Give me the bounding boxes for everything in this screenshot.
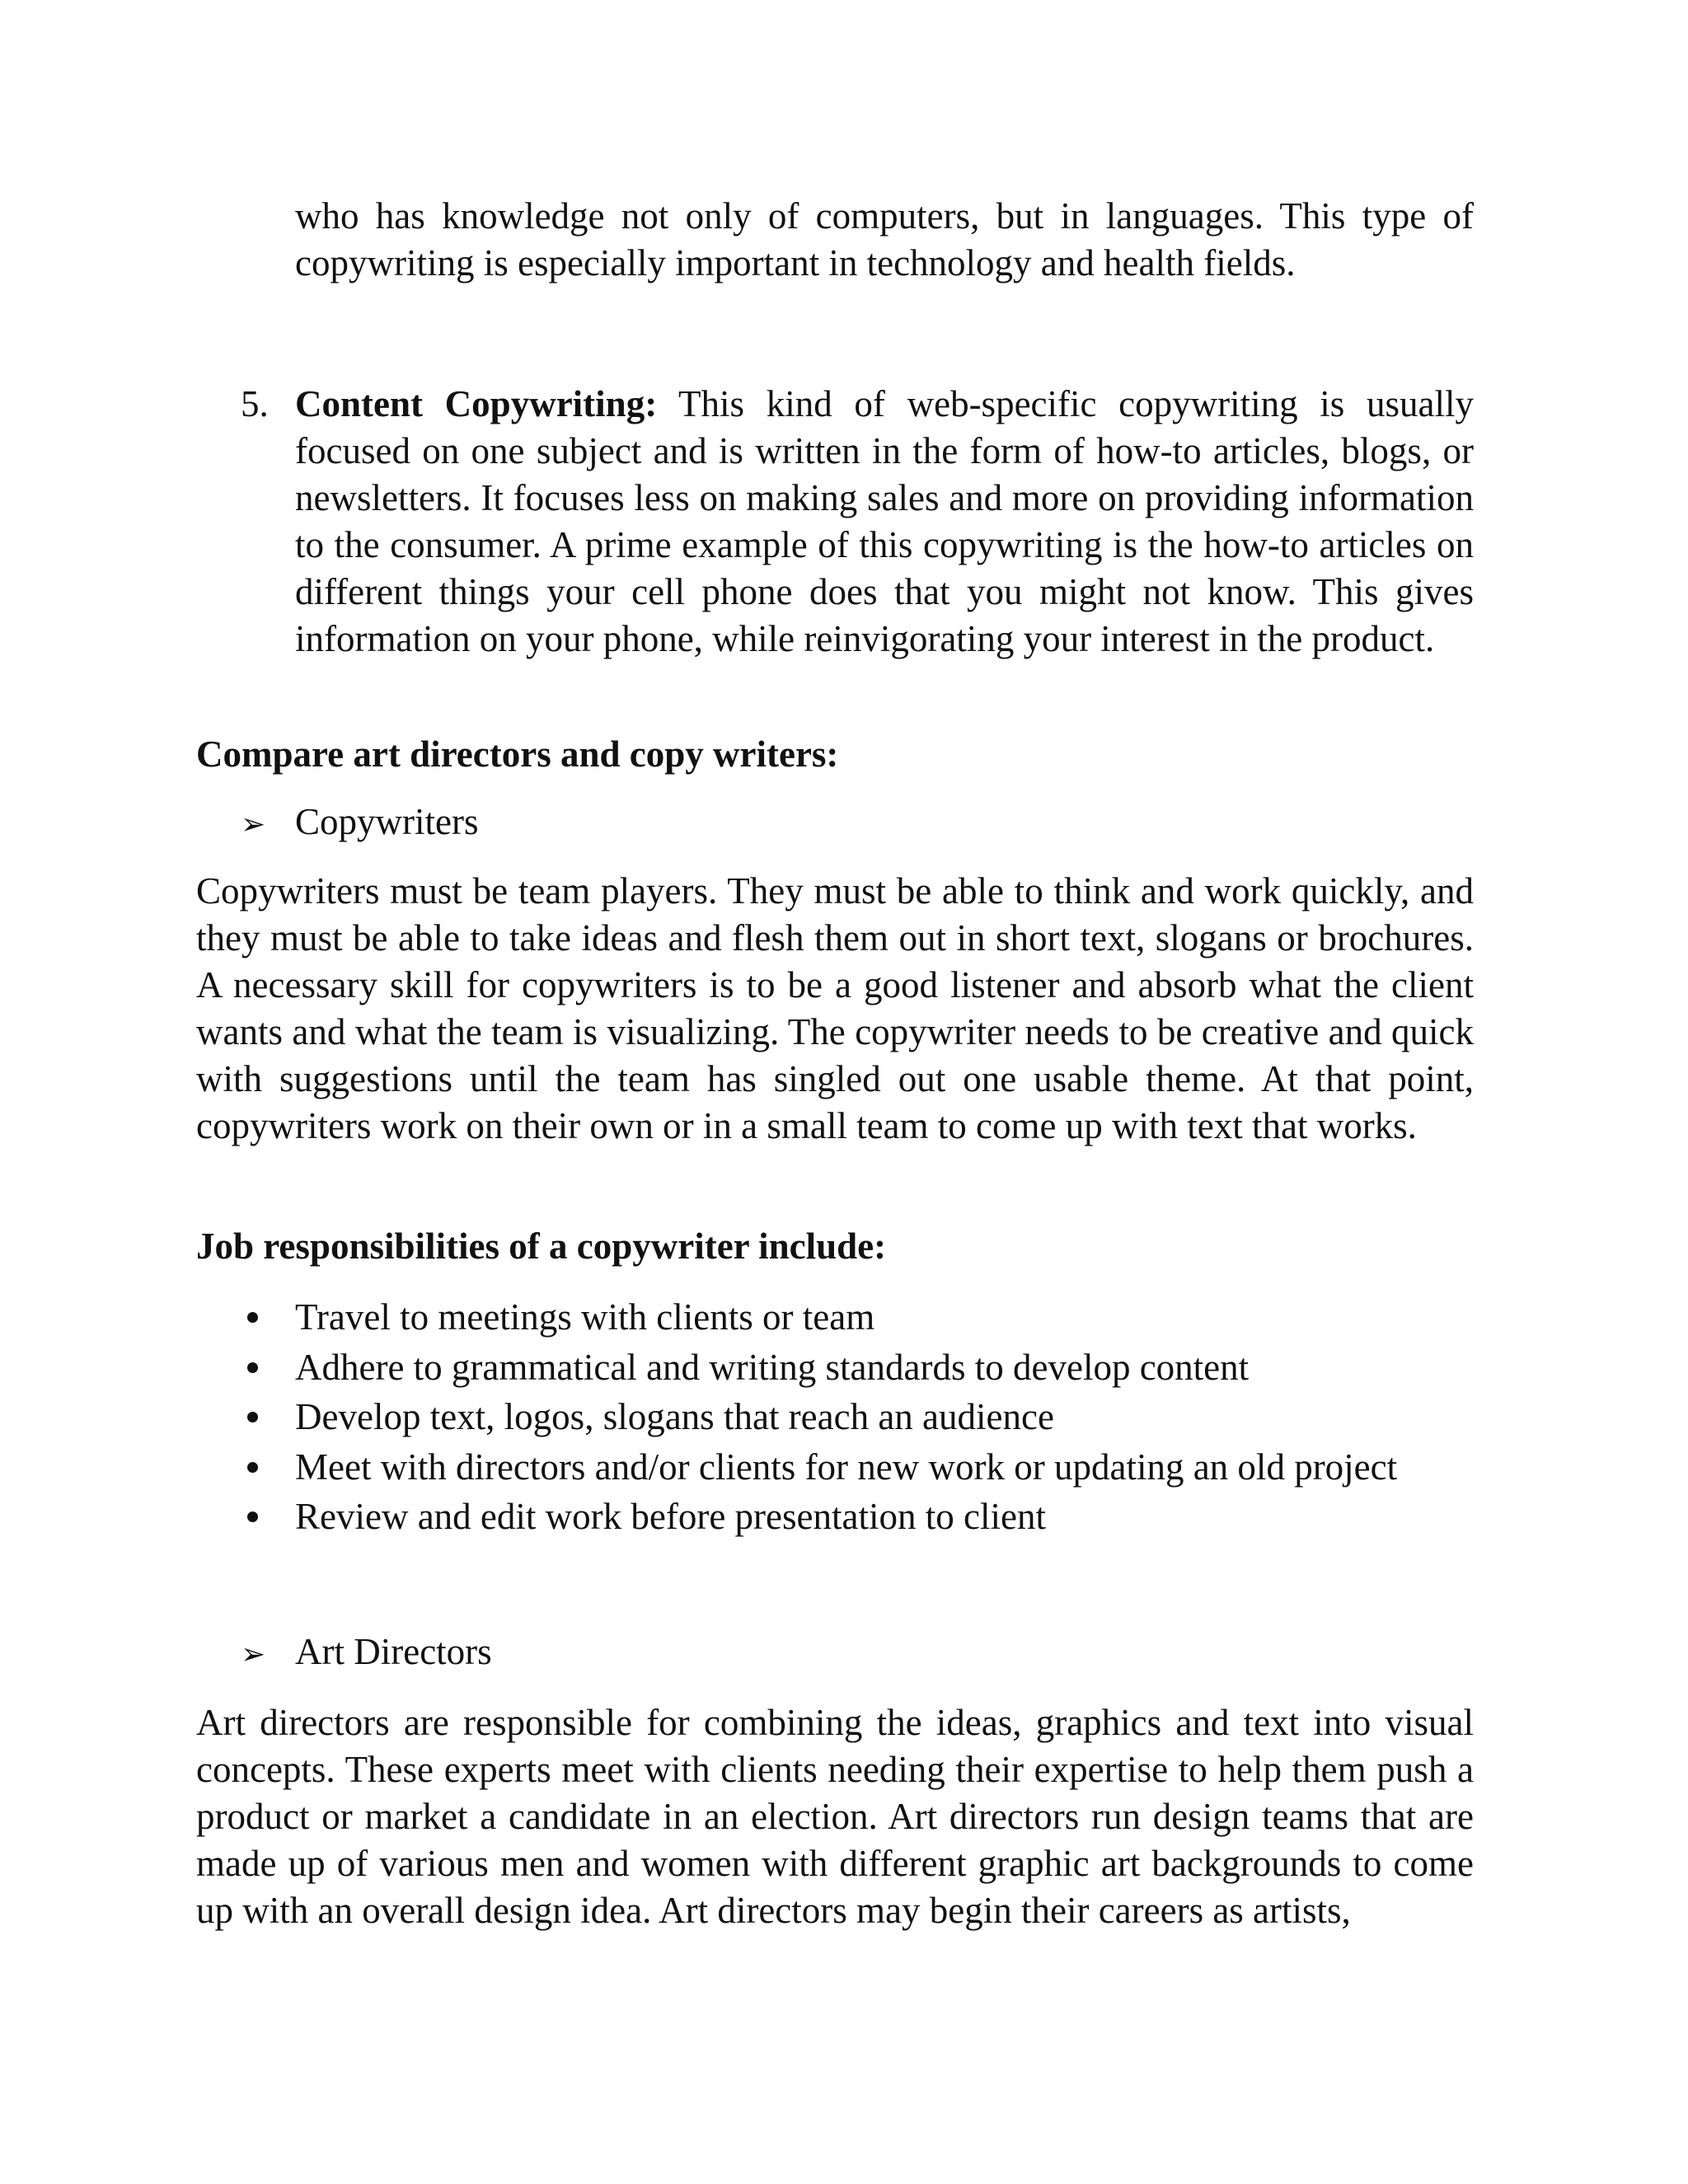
arrow-bullet-icon: ➢: [241, 1638, 266, 1671]
bullet-dot-icon: [247, 1362, 258, 1373]
copywriters-subheading: [241, 799, 478, 848]
item-number: 5.: [241, 383, 269, 424]
item-5-body: [295, 381, 1474, 663]
list-item-text: Meet with directors and/or clients for new work or updating an old project: [295, 1446, 1398, 1488]
continuation-paragraph: who has knowledge not only of computers, but in languages. This type of copywriting is especially important in technology and health fields.: [295, 195, 1474, 284]
list-item-text: Travel to meetings with clients or team: [295, 1296, 875, 1338]
list-item-text: Review and edit work before presentation to client: [295, 1496, 1046, 1537]
art-directors-label: Art Directors: [295, 1631, 492, 1672]
bullet-dot-icon: [247, 1412, 258, 1422]
responsibilities-list: [241, 1292, 1477, 1542]
list-item: [241, 1442, 1477, 1493]
list-item-text: Adhere to grammatical and writing standards to develop content: [295, 1346, 1250, 1388]
art-directors-paragraph: Art directors are responsible for combining the ideas, graphics and text into visual concepts. These experts meet with clients needing their expertise to help them push a product or market a candidate in an election. Art directors run design teams that are made up of various men and women with different graphic art backgrounds to come up with an overall design idea. Art directors may begin their careers as artists,: [196, 1702, 1474, 1931]
compare-heading: Compare art directors and copy writers:: [196, 733, 839, 775]
art-directors-subheading: [241, 1629, 492, 1678]
item-5-title: Content Copywriting:: [295, 383, 658, 424]
list-item: [241, 1492, 1477, 1542]
numbered-item-5: [241, 381, 1474, 663]
arrow-bullet-icon: ➢: [241, 808, 266, 841]
job-responsibilities-heading: Job responsibilities of a copywriter include:: [196, 1226, 887, 1267]
bullet-dot-icon: [247, 1462, 258, 1473]
list-item-text: Develop text, logos, slogans that reach an audience: [295, 1396, 1054, 1437]
copywriters-paragraph: Copywriters must be team players. They must be able to think and work quickly, and they must be able to take ideas and flesh them out in short text, slogans or brochures. A necessary skill for copywriters is to be a good listener and absorb what the client wants and what the team is visualizing. The copywriter needs to be creative and quick with suggestions until the team has singled out one usable theme. At that point, copywriters work on their own or in a small team to come up with text that works.: [196, 870, 1474, 1146]
item-5-text: This kind of web-specific copywriting is usually focused on one subject and is written in the form of how-to articles, blogs, or newsletters. It focuses less on making sales and more on providing information to the consumer. A prime example of this copywriting is the how-to articles on different things your cell phone does that you might not know. This gives information on your phone, while reinvigorating your interest in the product.: [295, 383, 1474, 659]
copywriters-label: Copywriters: [295, 801, 479, 842]
list-item: [241, 1292, 1477, 1343]
bullet-dot-icon: [247, 1511, 258, 1522]
bullet-dot-icon: [247, 1312, 258, 1323]
list-item: [241, 1392, 1477, 1442]
list-item: [241, 1343, 1477, 1393]
